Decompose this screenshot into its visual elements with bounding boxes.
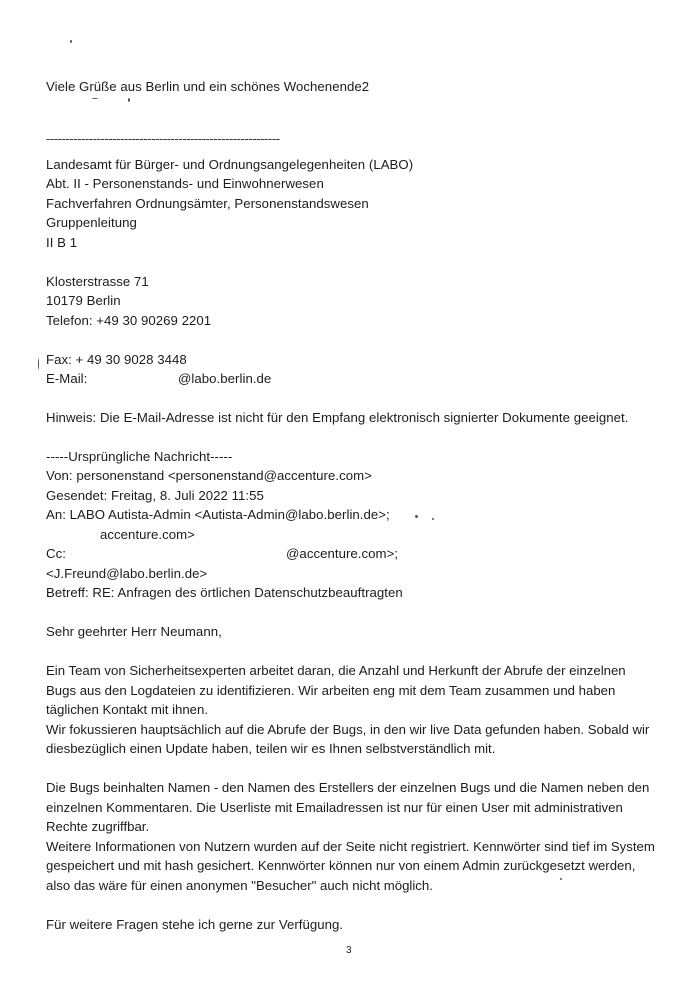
closing-greeting: Viele Grüße aus Berlin und ein schönes Wochenende2 <box>46 79 370 94</box>
signature-dept: Abt. II - Personenstands- und Einwohnerwesen <box>46 176 324 191</box>
original-from: Von: personenstand <personenstand@accenture.com> <box>46 468 372 483</box>
original-message-header: -----Ursprüngliche Nachricht----- <box>46 449 233 464</box>
original-to-continued: accenture.com> <box>100 527 195 542</box>
body-line: Wir fokussieren hauptsächlich auf die Abrufe der Bugs, in den wir live Data gefunden haben. Sobald wir <box>46 721 650 737</box>
signature-org: Landesamt für Bürger- und Ordnungsangelegenheiten (LABO) <box>46 157 414 172</box>
signature-city: 10179 Berlin <box>46 293 121 308</box>
signature-role: Gruppenleitung <box>46 215 137 230</box>
page-number: 3 <box>346 945 352 956</box>
original-to: An: LABO Autista-Admin <Autista-Admin@labo.berlin.de>; <box>46 507 390 522</box>
scan-speck <box>128 98 130 102</box>
signature-phone: Telefon: +49 30 90269 2201 <box>46 313 212 328</box>
scan-speck <box>415 515 418 518</box>
body-line: also das wäre für einen anonymen "Besucher" auch nicht möglich. <box>46 877 433 893</box>
original-cc-domain: @accenture.com>; <box>286 546 399 561</box>
scan-speck <box>92 98 98 99</box>
original-cc-continued: <J.Freund@labo.berlin.de> <box>46 566 208 581</box>
body-line: gespeichert und mit hash gesichert. Kennwörter können nur von einem Admin zurückgesetzt werden, <box>46 858 636 873</box>
original-cc-label: Cc: <box>46 546 66 561</box>
signature-email-label: E-Mail: <box>46 371 88 386</box>
signature-email-domain: @labo.berlin.de <box>178 371 272 386</box>
separator-line: ------------------------------------------------------------ <box>46 131 280 146</box>
signature-street: Klosterstrasse 71 <box>46 274 149 289</box>
signature-unit: Fachverfahren Ordnungsämter, Personenstandswesen <box>46 196 369 211</box>
body-line: Bugs aus den Logdateien zu identifizieren. Wir arbeiten eng mit dem Team zusammen und haben <box>46 682 616 698</box>
body-line: Rechte zugriffbar. <box>46 819 150 834</box>
body-line: Ein Team von Sicherheitsexperten arbeitet daran, die Anzahl und Herkunft der Abrufe der einzelnen <box>46 663 626 678</box>
closing-line: Für weitere Fragen stehe ich gerne zur Verfügung. <box>46 917 344 932</box>
scan-speck <box>70 40 72 43</box>
original-subject: Betreff: RE: Anfragen des örtlichen Datenschutzbeauftragten <box>46 585 403 600</box>
scan-speck <box>38 358 39 370</box>
signature-code: II B 1 <box>46 235 78 250</box>
scan-speck <box>432 518 434 520</box>
signature-fax: Fax: + 49 30 9028 3448 <box>46 352 187 367</box>
body-line: diesbezüglich einen Update haben, teilen wir es Ihnen selbstverständlich mit. <box>46 741 496 756</box>
body-line: einzelnen Kommentaren. Die Userliste mit Emailadressen ist nur für einen User mit administrativen <box>46 799 623 815</box>
body-line: täglichen Kontakt mit ihnen. <box>46 702 209 717</box>
body-paragraph-2 <box>46 778 666 895</box>
original-sent: Gesendet: Freitag, 8. Juli 2022 11:55 <box>46 488 264 503</box>
body-paragraph-1 <box>46 661 666 759</box>
email-notice: Hinweis: Die E-Mail-Adresse ist nicht für den Empfang elektronisch signierter Dokumente geeignet. <box>46 410 629 425</box>
body-line: Weitere Informationen von Nutzern wurden auf der Seite nicht registriert. Kennwörter sind tief im System <box>46 838 655 854</box>
body-line: Die Bugs beinhalten Namen - den Namen des Erstellers der einzelnen Bugs und die Namen neben den <box>46 780 650 795</box>
salutation: Sehr geehrter Herr Neumann, <box>46 624 222 639</box>
scan-speck <box>560 878 562 880</box>
